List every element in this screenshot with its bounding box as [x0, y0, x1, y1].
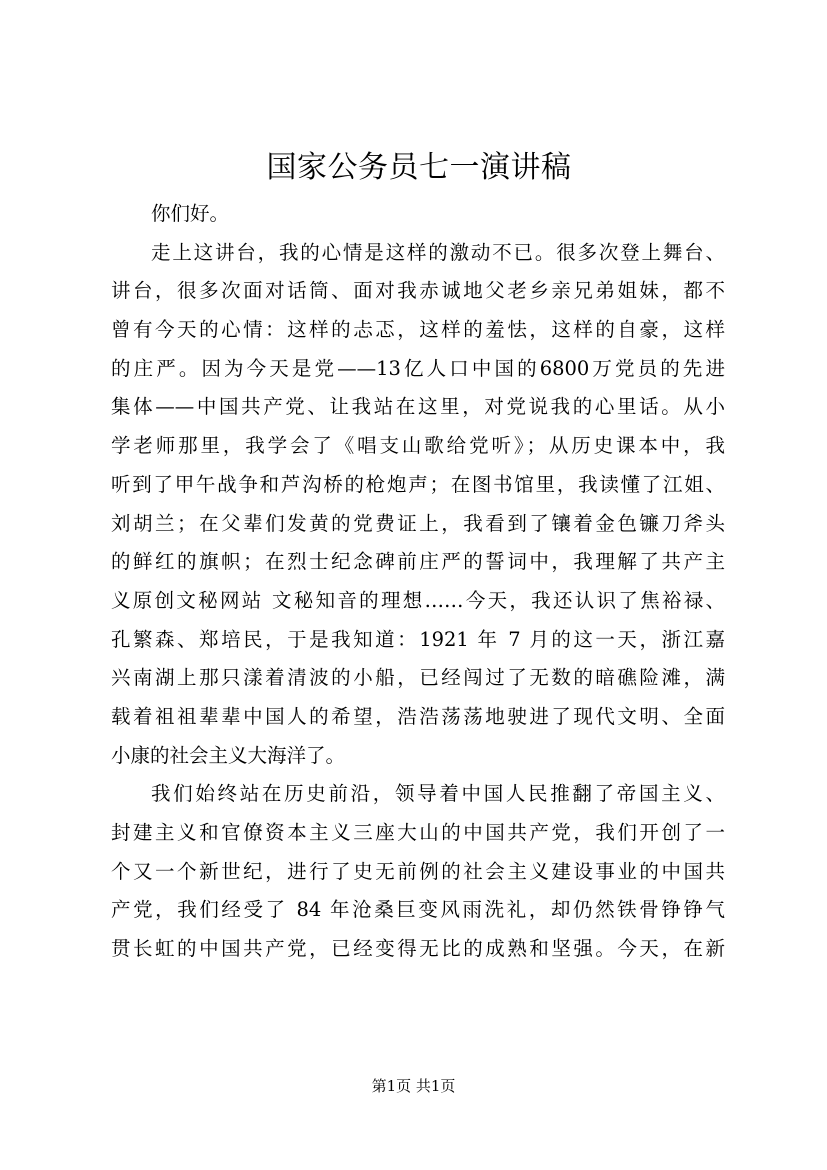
- paragraph-line: 集体——中国共产党、让我站在这里，对党说我的心里话。从小: [111, 395, 725, 419]
- paragraph-line: 刘胡兰；在父辈们发黄的党费证上，我看到了镶着金色镰刀斧头: [111, 511, 725, 535]
- paragraph-line: 小康的社会主义大海洋了。: [111, 743, 346, 767]
- page-footer: 第1页 共1页: [371, 1077, 456, 1095]
- paragraph-line: 讲台，很多次面对话筒、面对我赤诚地父老乡亲兄弟姐妹，都不: [111, 279, 725, 303]
- paragraph-line: 孔繁森、郑培民，于是我知道：1921 年 7 月的这一天，浙江嘉: [111, 627, 725, 651]
- paragraph-line: 兴南湖上那只漾着清波的小船，已经闯过了无数的暗礁险滩，满: [111, 666, 725, 690]
- paragraph-line: 封建主义和官僚资本主义三座大山的中国共产党，我们开创了一: [111, 821, 725, 844]
- greeting-line: 你们好。: [151, 202, 230, 225]
- paragraph-line: 义原创文秘网站 文秘知音的理想……今天，我还认识了焦裕禄、: [111, 588, 725, 612]
- paragraph-line: 走上这讲台，我的心情是这样的激动不已。很多次登上舞台、: [151, 240, 725, 264]
- document-title: 国家公务员七一演讲稿: [266, 150, 572, 185]
- paragraph-line: 贯长虹的中国共产党，已经变得无比的成熟和坚强。今天，在新: [111, 937, 725, 961]
- paragraph-line: 产党，我们经受了 84 年沧桑巨变风雨洗礼，却仍然铁骨铮铮气: [111, 898, 725, 922]
- paragraph-line: 的庄严。因为今天是党——13亿人口中国的6800万党员的先进: [111, 356, 725, 380]
- paragraph-line: 载着祖祖辈辈中国人的希望，浩浩荡荡地驶进了现代文明、全面: [111, 704, 725, 728]
- paragraph-line: 曾有今天的心情：这样的忐忑，这样的羞怯，这样的自豪，这样: [111, 318, 725, 342]
- paragraph-line: 学老师那里，我学会了《唱支山歌给党听》；从历史课本中，我: [111, 434, 725, 458]
- paragraph-line: 听到了甲午战争和芦沟桥的枪炮声；在图书馆里，我读懂了江姐、: [111, 472, 725, 496]
- paragraph-line: 我们始终站在历史前沿，领导着中国人民推翻了帝国主义、: [151, 782, 725, 806]
- paragraph-line: 的鲜红的旗帜；在烈士纪念碑前庄严的誓词中，我理解了共产主: [111, 550, 725, 574]
- paragraph-line: 个又一个新世纪，进行了史无前例的社会主义建设事业的中国共: [111, 859, 725, 883]
- document-body: [111, 195, 725, 969]
